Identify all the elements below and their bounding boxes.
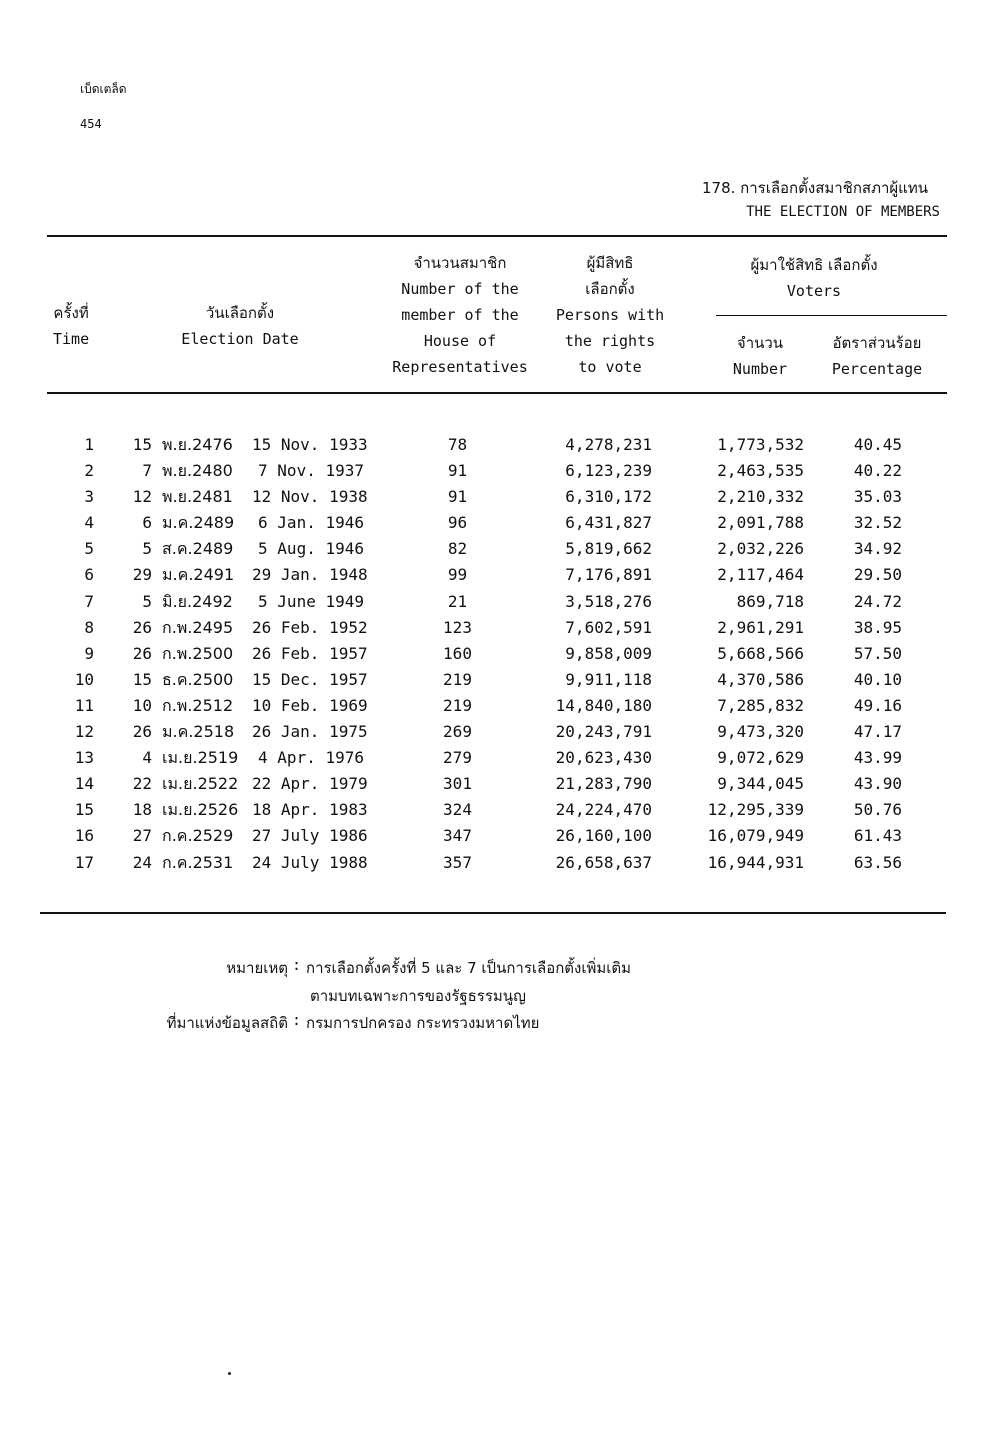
cell-english-date: 26 Feb. 1957 (252, 643, 368, 663)
header-bottom-rule (47, 392, 947, 394)
cell-voters-percentage: 38.95 (853, 617, 902, 637)
table-row (0, 615, 990, 641)
cell-members: 160 (443, 643, 472, 663)
table-row (0, 719, 990, 745)
cell-thai-day: 7 (142, 461, 152, 481)
header-members-th: จำนวนสมาชิก (413, 254, 507, 272)
cell-english-date: 22 Apr. 1979 (252, 774, 368, 794)
cell-thai-month-year: เม.ย.2522 (162, 774, 239, 794)
header-number-th: จำนวน (736, 334, 784, 352)
cell-time: 9 (84, 643, 94, 663)
cell-voters-number: 2,463,535 (717, 461, 804, 481)
cell-voters-percentage: 32.52 (853, 513, 902, 533)
cell-time: 2 (84, 461, 94, 481)
cell-members: 269 (443, 722, 472, 742)
header-date-en: Election Date (181, 330, 299, 348)
cell-english-date: 7 Nov. 1937 (258, 461, 364, 481)
table-title-thai: 178. การเลือกตั้งสมาชิกสภาผู้แทน (702, 179, 928, 197)
cell-members: 96 (447, 513, 468, 533)
table-row (0, 510, 990, 536)
remark-line-2: ตามบทเฉพาะการของรัฐธรรมนูญ (310, 987, 526, 1005)
cell-english-date: 27 July 1986 (252, 826, 368, 846)
header-time-en: Time (53, 330, 90, 348)
source-text: กรมการปกครอง กระทรวงมหาดไทย (306, 1014, 540, 1032)
cell-thai-day: 26 (132, 722, 152, 742)
cell-voters-percentage: 61.43 (853, 826, 902, 846)
header-election-date (150, 300, 330, 352)
cell-time: 8 (84, 617, 94, 637)
cell-voters-number: 4,370,586 (717, 669, 804, 689)
cell-voters-number: 2,117,464 (717, 565, 804, 585)
cell-voters-percentage: 47.17 (853, 722, 902, 742)
cell-members: 21 (447, 591, 468, 611)
cell-english-date: 26 Jan. 1975 (252, 722, 368, 742)
cell-time: 1 (84, 435, 94, 454)
cell-voters-percentage: 57.50 (853, 643, 902, 663)
cell-thai-month-year: ก.ค.2531 (162, 852, 234, 872)
top-rule (47, 235, 947, 237)
cell-persons-with-rights: 9,911,118 (565, 669, 652, 689)
cell-time: 13 (74, 748, 94, 768)
cell-persons-with-rights: 14,840,180 (555, 695, 652, 715)
bottom-rule (40, 912, 946, 914)
table-row (0, 771, 990, 797)
cell-thai-month-year: พ.ย.2480 (162, 461, 233, 481)
cell-persons-with-rights: 6,123,239 (565, 461, 652, 481)
remark-line-1: การเลือกตั้งครั้งที่ 5 และ 7 เป็นการเลือกตั้งเพิ่มเติม (306, 959, 632, 977)
header-time (53, 300, 89, 352)
table-row (0, 484, 990, 510)
cell-time: 11 (74, 695, 94, 715)
cell-time: 12 (74, 722, 94, 742)
cell-thai-month-year: ก.พ.2512 (162, 695, 234, 715)
cell-thai-month-year: ม.ค.2489 (162, 513, 235, 533)
header-percentage (822, 330, 932, 382)
cell-voters-number: 7,285,832 (717, 695, 804, 715)
cell-thai-month-year: เม.ย.2526 (162, 800, 239, 820)
cell-persons-with-rights: 6,310,172 (565, 487, 652, 507)
cell-thai-day: 6 (142, 513, 152, 533)
table-row (0, 458, 990, 484)
cell-thai-day: 29 (132, 565, 152, 585)
cell-voters-number: 2,091,788 (717, 513, 804, 533)
cell-time: 15 (74, 800, 94, 820)
cell-voters-number: 2,210,332 (717, 487, 804, 507)
cell-persons-with-rights: 20,243,791 (555, 722, 652, 742)
cell-english-date: 24 July 1988 (252, 852, 368, 872)
header-time-th: ครั้งที่ (53, 304, 89, 322)
header-members-en2: member of the (401, 306, 519, 324)
table-row (0, 823, 990, 849)
cell-time: 17 (74, 852, 94, 872)
cell-thai-month-year: ก.พ.2500 (162, 643, 234, 663)
cell-thai-month-year: ม.ค.2491 (162, 565, 235, 585)
cell-time: 14 (74, 774, 94, 794)
cell-voters-number: 16,079,949 (707, 826, 804, 846)
table-row (0, 667, 990, 693)
cell-voters-percentage: 34.92 (853, 539, 902, 559)
cell-time: 3 (84, 487, 94, 507)
cell-english-date: 5 June 1949 (258, 591, 364, 611)
cell-members: 219 (443, 669, 472, 689)
cell-thai-month-year: พ.ย.2476 (162, 435, 233, 454)
cell-voters-percentage: 49.16 (853, 695, 902, 715)
cell-voters-percentage: 24.72 (853, 591, 902, 611)
cell-thai-day: 24 (132, 852, 152, 872)
cell-english-date: 10 Feb. 1969 (252, 695, 368, 715)
cell-thai-day: 22 (132, 774, 152, 794)
cell-persons-with-rights: 4,278,231 (565, 435, 652, 454)
cell-voters-number: 9,072,629 (717, 748, 804, 768)
table-row (0, 562, 990, 588)
cell-voters-number: 869,718 (736, 591, 804, 611)
table-row (0, 589, 990, 615)
cell-members: 82 (447, 539, 468, 559)
cell-persons-with-rights: 24,224,470 (555, 800, 652, 820)
cell-voters-number: 5,668,566 (717, 643, 804, 663)
page-section-label: เบ็ดเตล็ด (80, 82, 127, 96)
cell-thai-day: 5 (142, 591, 152, 611)
cell-members: 99 (447, 565, 468, 585)
header-members-en4: Representatives (392, 358, 528, 376)
voters-subheader-rule (716, 315, 947, 316)
cell-thai-day: 12 (132, 487, 152, 507)
table-row (0, 432, 990, 458)
cell-persons-with-rights: 9,858,009 (565, 643, 652, 663)
cell-members: 301 (443, 774, 472, 794)
cell-persons-with-rights: 20,623,430 (555, 748, 652, 768)
cell-english-date: 29 Jan. 1948 (252, 565, 368, 585)
cell-english-date: 5 Aug. 1946 (258, 539, 364, 559)
cell-voters-percentage: 43.99 (853, 748, 902, 768)
cell-voters-percentage: 29.50 (853, 565, 902, 585)
cell-thai-month-year: มิ.ย.2492 (162, 591, 233, 611)
cell-persons-with-rights: 5,819,662 (565, 539, 652, 559)
cell-voters-percentage: 50.76 (853, 800, 902, 820)
cell-thai-month-year: ส.ค.2489 (162, 539, 234, 559)
header-number (716, 330, 804, 382)
table-row (0, 536, 990, 562)
cell-persons-with-rights: 6,431,827 (565, 513, 652, 533)
page-number: 454 (80, 117, 102, 131)
cell-english-date: 12 Nov. 1938 (252, 487, 368, 507)
source-label: ที่มาแห่งข้อมูลสถิติ (166, 1014, 288, 1032)
cell-time: 7 (84, 591, 94, 611)
cell-thai-day: 27 (132, 826, 152, 846)
cell-time: 4 (84, 513, 94, 533)
cell-thai-day: 4 (142, 748, 152, 768)
header-members-en1: Number of the (401, 280, 519, 298)
cell-thai-month-year: ก.พ.2495 (162, 617, 234, 637)
source-colon: : (292, 1011, 302, 1029)
header-percentage-en: Percentage (831, 360, 923, 378)
cell-voters-number: 9,344,045 (717, 774, 804, 794)
cell-members: 91 (447, 461, 468, 481)
cell-time: 5 (84, 539, 94, 559)
remark-label: หมายเหตุ (226, 959, 288, 977)
table-row (0, 797, 990, 823)
cell-english-date: 4 Apr. 1976 (258, 748, 364, 768)
cell-persons-with-rights: 26,160,100 (555, 826, 652, 846)
header-voters-en: Voters (786, 282, 842, 300)
cell-thai-day: 5 (142, 539, 152, 559)
cell-persons-with-rights: 21,283,790 (555, 774, 652, 794)
cell-members: 91 (447, 487, 468, 507)
header-persons-with-rights (540, 250, 680, 380)
cell-thai-day: 15 (132, 669, 152, 689)
cell-voters-percentage: 43.90 (853, 774, 902, 794)
cell-thai-month-year: เม.ย.2519 (162, 748, 239, 768)
cell-voters-number: 2,032,226 (717, 539, 804, 559)
cell-time: 16 (74, 826, 94, 846)
cell-voters-percentage: 40.10 (853, 669, 902, 689)
cell-thai-month-year: พ.ย.2481 (162, 487, 233, 507)
header-rights-en3: to vote (578, 358, 642, 376)
header-rights-th2: เลือกตั้ง (585, 280, 635, 298)
cell-members: 324 (443, 800, 472, 820)
cell-english-date: 6 Jan. 1946 (258, 513, 364, 533)
cell-voters-number: 12,295,339 (707, 800, 804, 820)
header-percentage-th: อัตราส่วนร้อย (832, 334, 922, 352)
header-date-th: วันเลือกตั้ง (205, 304, 275, 322)
cell-thai-month-year: ธ.ค.2500 (162, 669, 234, 689)
cell-thai-day: 18 (132, 800, 152, 820)
cell-persons-with-rights: 3,518,276 (565, 591, 652, 611)
table-row (0, 745, 990, 771)
cell-thai-month-year: ม.ค.2518 (162, 722, 235, 742)
header-rights-en1: Persons with (555, 306, 665, 324)
cell-voters-percentage: 63.56 (853, 852, 902, 872)
cell-voters-number: 1,773,532 (717, 435, 804, 454)
cell-voters-number: 9,473,320 (717, 722, 804, 742)
table-title-english: THE ELECTION OF MEMBERS (746, 204, 940, 220)
cell-voters-percentage: 40.45 (853, 435, 902, 454)
cell-members: 279 (443, 748, 472, 768)
cell-english-date: 15 Dec. 1957 (252, 669, 368, 689)
cell-english-date: 18 Apr. 1983 (252, 800, 368, 820)
header-rights-en2: the rights (564, 332, 656, 350)
header-members-en3: House of (423, 332, 497, 350)
election-table-body (0, 432, 990, 876)
cell-voters-number: 2,961,291 (717, 617, 804, 637)
table-row (0, 693, 990, 719)
cell-members: 357 (443, 852, 472, 872)
header-rights-th1: ผู้มีสิทธิ (586, 254, 634, 272)
cell-voters-number: 16,944,931 (707, 852, 804, 872)
cell-members: 123 (443, 617, 472, 637)
cell-members: 347 (443, 826, 472, 846)
cell-thai-day: 15 (132, 435, 152, 454)
cell-time: 6 (84, 565, 94, 585)
cell-thai-month-year: ก.ค.2529 (162, 826, 234, 846)
cell-persons-with-rights: 7,176,891 (565, 565, 652, 585)
header-number-en: Number (732, 360, 788, 378)
table-row (0, 641, 990, 667)
remark-colon: : (292, 956, 302, 974)
table-row (0, 850, 990, 876)
cell-members: 219 (443, 695, 472, 715)
header-voters (716, 252, 912, 304)
cell-members: 78 (447, 435, 468, 454)
header-voters-th: ผู้มาใช้สิทธิ เลือกตั้ง (750, 256, 878, 274)
stray-mark (228, 1372, 231, 1375)
cell-thai-day: 26 (132, 643, 152, 663)
cell-thai-day: 26 (132, 617, 152, 637)
cell-voters-percentage: 35.03 (853, 487, 902, 507)
cell-thai-day: 10 (132, 695, 152, 715)
cell-persons-with-rights: 26,658,637 (555, 852, 652, 872)
cell-persons-with-rights: 7,602,591 (565, 617, 652, 637)
cell-english-date: 15 Nov. 1933 (252, 435, 368, 454)
cell-time: 10 (74, 669, 94, 689)
cell-voters-percentage: 40.22 (853, 461, 902, 481)
cell-english-date: 26 Feb. 1952 (252, 617, 368, 637)
header-members (380, 250, 540, 380)
